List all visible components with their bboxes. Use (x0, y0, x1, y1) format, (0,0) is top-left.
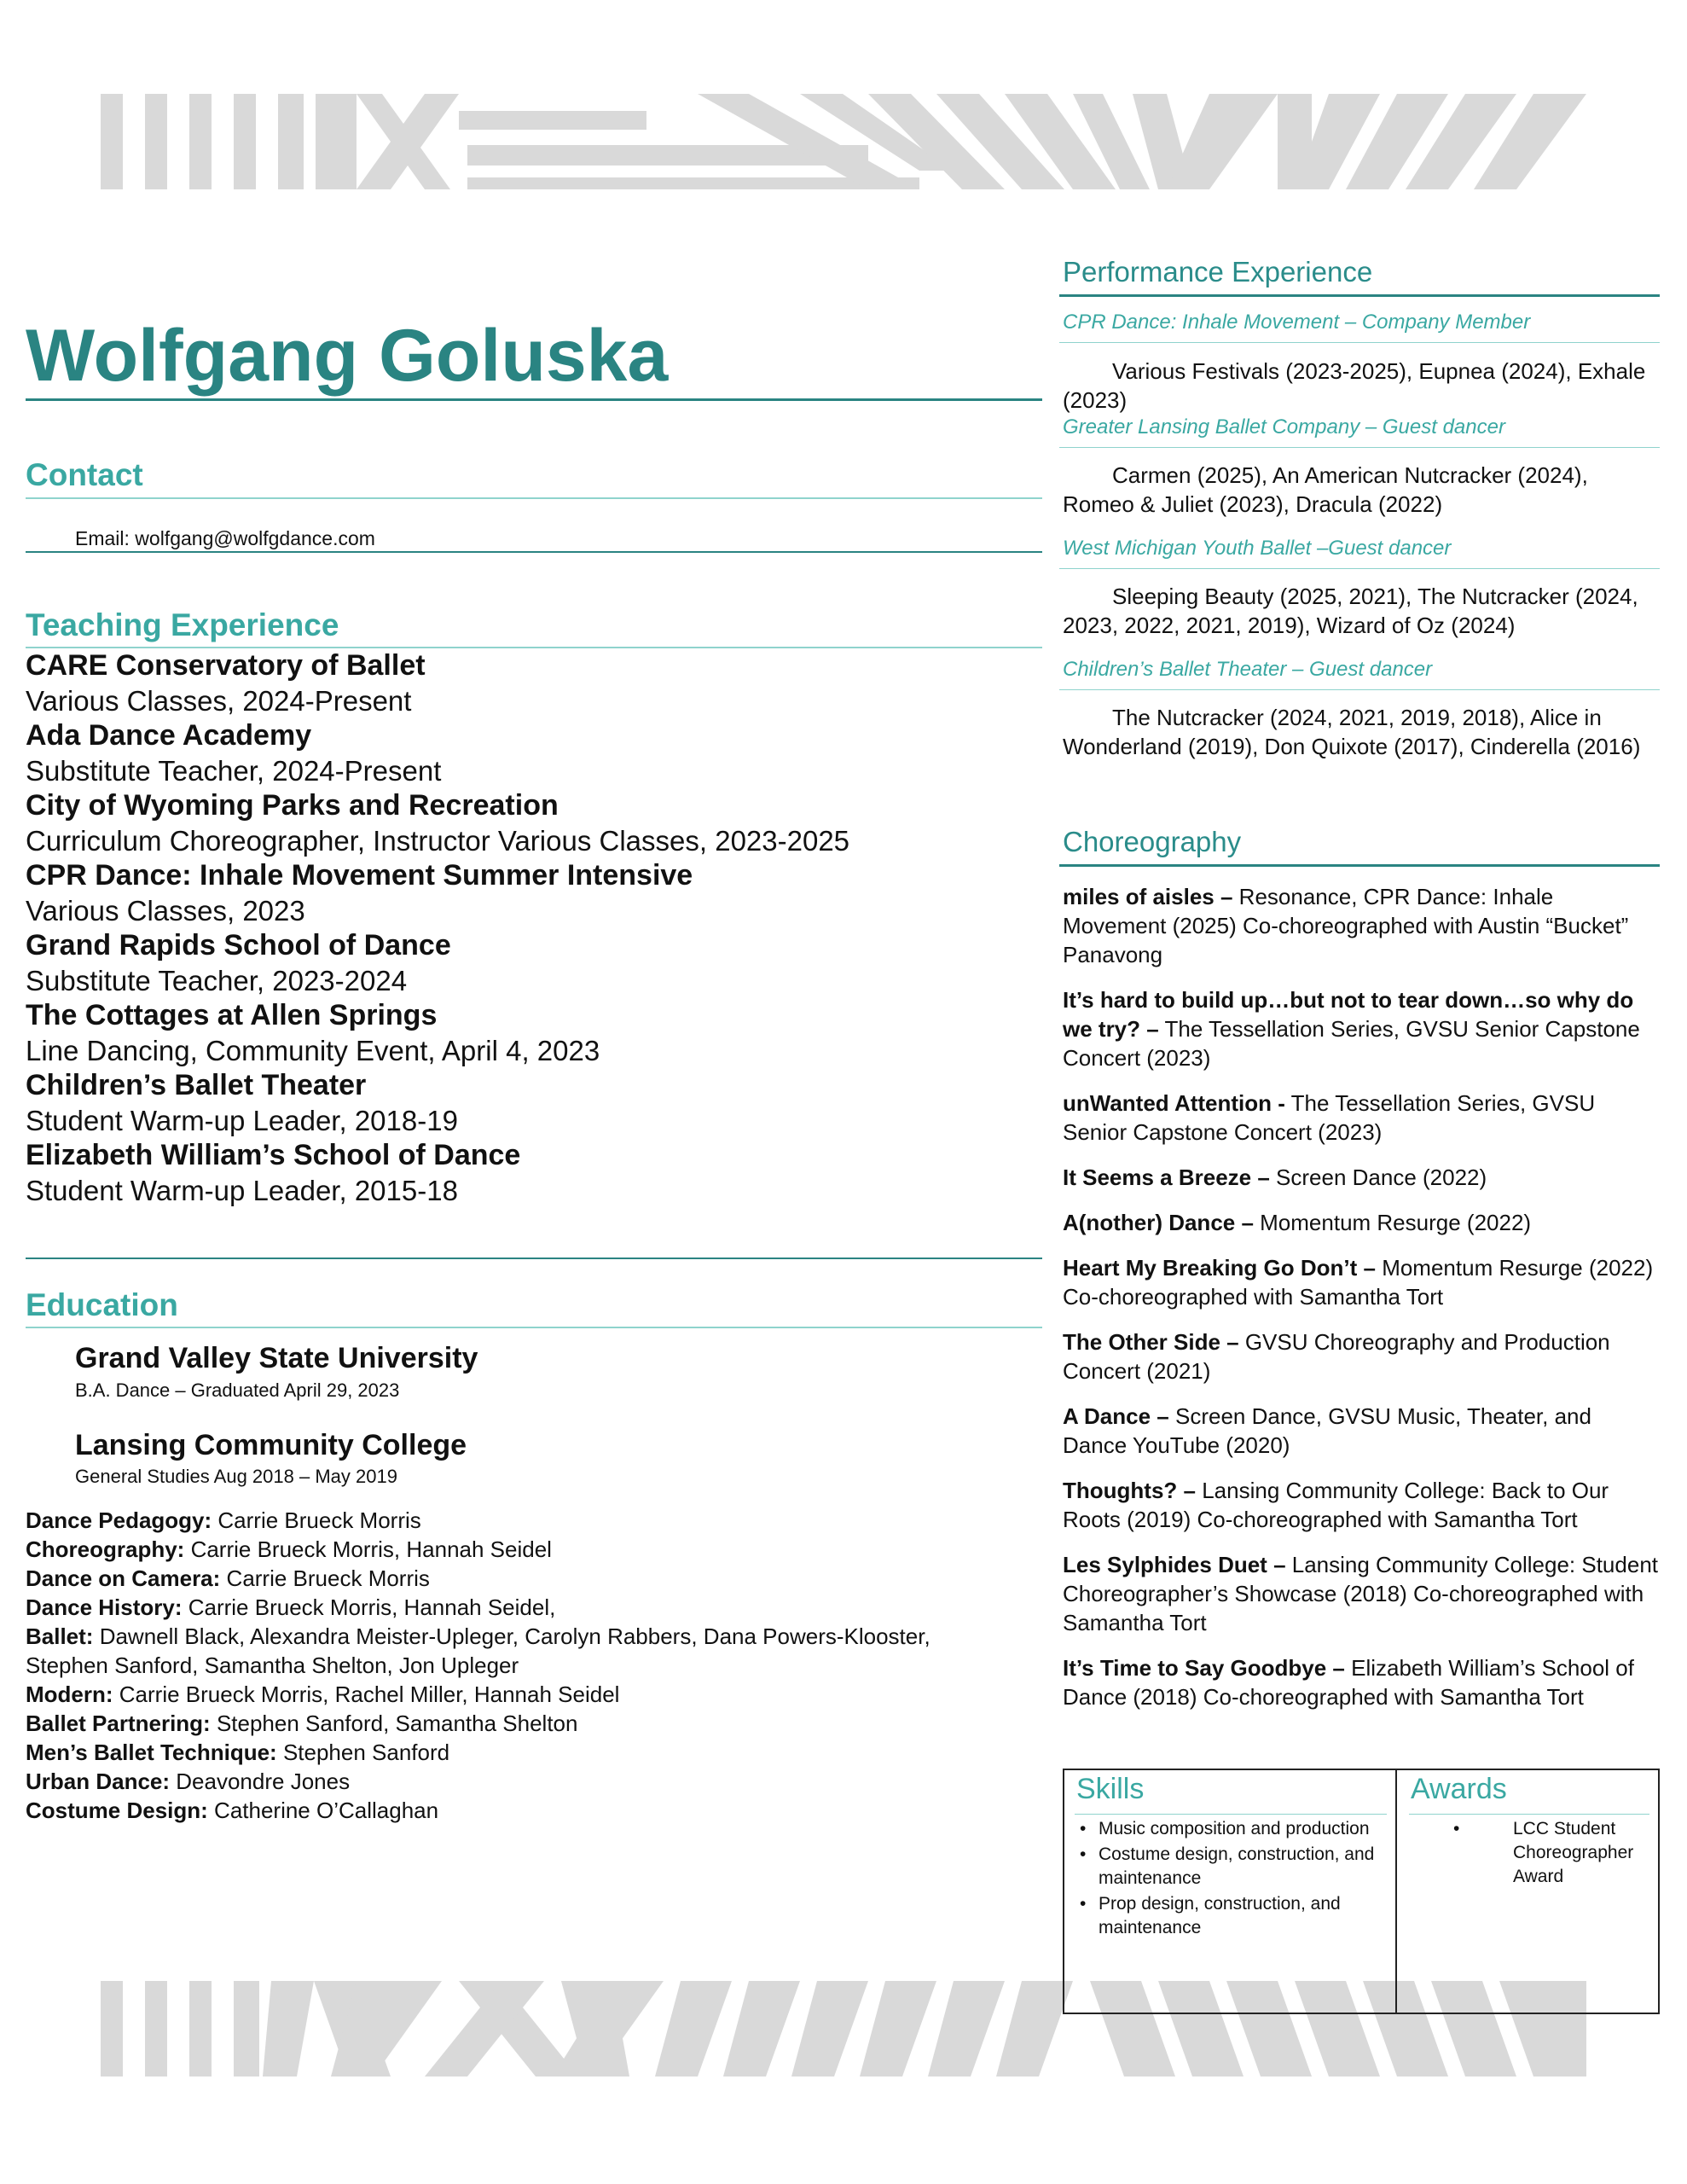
teaching-item (26, 928, 1032, 998)
choreography-item (1063, 1476, 1660, 1534)
course-label: Ballet: (26, 1623, 94, 1649)
choreography-title: It Seems a Breeze – (1063, 1165, 1270, 1190)
teaching-org: Grand Rapids School of Dance (26, 929, 451, 961)
choreography-desc: Lansing Community College: Back to Our Roots (2019) Co-choreographed with Samantha Tort (1063, 1478, 1609, 1532)
teaching-item (26, 788, 1032, 858)
course-item (26, 1796, 1032, 1825)
course-teachers: Carrie Brueck Morris, Hannah Seidel (184, 1536, 552, 1562)
teaching-role: Student Warm-up Leader, 2018-19 (26, 1105, 458, 1136)
choreography-desc: Momentum Resurge (2022) Co-choreographed with Samantha Tort (1063, 1255, 1654, 1310)
choreography-item (1063, 985, 1660, 1072)
edu-detail: General Studies Aug 2018 – May 2019 (75, 1466, 397, 1487)
course-list (26, 1506, 1032, 1825)
course-item (26, 1767, 1032, 1796)
teaching-role: Various Classes, 2024-Present (26, 685, 412, 717)
teaching-heading: Teaching Experience (26, 607, 339, 642)
choreography-item (1063, 1327, 1660, 1385)
choreography-title: A Dance – (1063, 1403, 1169, 1429)
course-label: Men’s Ballet Technique: (26, 1740, 277, 1765)
choreography-item (1063, 1208, 1660, 1237)
course-item (26, 1680, 1032, 1709)
choreography-title: A(nother) Dance – (1063, 1210, 1254, 1235)
choreography-heading: Choreography (1063, 826, 1242, 857)
choreography-title: unWanted Attention - (1063, 1090, 1285, 1116)
teaching-role: Substitute Teacher, 2024-Present (26, 755, 442, 787)
performance-role: CPR Dance: Inhale Movement – Company Member (1063, 311, 1531, 334)
contact-bottom-rule (26, 551, 1042, 553)
teaching-role: Curriculum Choreographer, Instructor Various Classes, 2023-2025 (26, 825, 850, 857)
course-teachers: Carrie Brueck Morris, Hannah Seidel, (182, 1594, 556, 1620)
teaching-item (26, 648, 1032, 718)
skills-heading: Skills (1076, 1773, 1145, 1805)
course-label: Choreography: (26, 1536, 185, 1562)
course-teachers: Deavondre Jones (170, 1769, 351, 1794)
course-teachers: Catherine O’Callaghan (207, 1798, 439, 1823)
contact-heading-rule (26, 497, 1042, 499)
awards-list (1450, 1817, 1646, 1891)
course-item (26, 1738, 1032, 1767)
choreography-title: The Other Side – (1063, 1329, 1239, 1355)
course-label: Ballet Partnering: (26, 1711, 211, 1736)
performance-role-rule (1059, 689, 1660, 690)
course-item (26, 1506, 1032, 1535)
course-teachers: Carrie Brueck Morris (212, 1507, 421, 1533)
performance-shows: Sleeping Beauty (2025, 2021), The Nutcracker (2024, 2023, 2022, 2021, 2019), Wizard of Oz (2024) (1063, 584, 1638, 638)
choreography-list (1063, 882, 1660, 1728)
skills-item: • Prop design, construction, and maintenance (1076, 1892, 1383, 1940)
choreography-item (1063, 1653, 1660, 1711)
course-label: Costume Design: (26, 1798, 208, 1823)
teaching-role: Line Dancing, Community Event, April 4, 2023 (26, 1035, 600, 1066)
course-label: Dance on Camera: (26, 1565, 221, 1591)
choreography-title: It’s hard to build up…but not to tear down…so why do we try? – (1063, 987, 1634, 1042)
performance-role: Greater Lansing Ballet Company – Guest dancer (1063, 415, 1505, 439)
contact-email: Email: wolfgang@wolfgdance.com (75, 527, 375, 549)
course-item (26, 1564, 1032, 1593)
course-item (26, 1709, 1032, 1738)
performance-role-rule (1059, 447, 1660, 448)
choreography-heading-rule (1059, 864, 1660, 867)
performance-heading-rule (1059, 294, 1660, 297)
choreography-desc: The Tessellation Series, GVSU Senior Capstone Concert (2023) (1063, 1090, 1596, 1145)
contact-heading: Contact (26, 457, 143, 492)
course-label: Dance Pedagogy: (26, 1507, 212, 1533)
course-teachers: Stephen Sanford, Samantha Shelton (210, 1711, 578, 1736)
choreography-desc: Elizabeth William’s School of Dance (2018) Co-choreographed with Samantha Tort (1063, 1655, 1634, 1710)
name-underline (26, 398, 1042, 401)
teaching-org: CARE Conservatory of Ballet (26, 649, 426, 682)
choreography-item (1063, 1163, 1660, 1192)
performance-role: Children’s Ballet Theater – Guest dancer (1063, 658, 1433, 681)
choreography-desc: GVSU Choreography and Production Concert (2021) (1063, 1329, 1610, 1384)
performance-role: West Michigan Youth Ballet –Guest dancer (1063, 537, 1452, 560)
teaching-bottom-rule (26, 1258, 1042, 1259)
choreography-desc: The Tessellation Series, GVSU Senior Capstone Concert (2023) (1063, 1016, 1640, 1071)
teaching-org: CPR Dance: Inhale Movement Summer Intensive (26, 859, 693, 892)
performance-shows: Various Festivals (2023-2025), Eupnea (2024), Exhale (2023) (1063, 358, 1646, 413)
skills-list (1076, 1817, 1383, 1942)
course-teachers: Carrie Brueck Morris, Rachel Miller, Hannah Seidel (113, 1682, 620, 1707)
teaching-item (26, 1138, 1032, 1208)
teaching-item (26, 718, 1032, 788)
teaching-list (26, 648, 1032, 1208)
choreography-item (1063, 1402, 1660, 1460)
awards-heading: Awards (1411, 1773, 1507, 1805)
choreography-title: Thoughts? – (1063, 1478, 1196, 1503)
education-heading: Education (26, 1287, 178, 1322)
edu-school: Grand Valley State University (75, 1342, 478, 1374)
skills-item: • Costume design, construction, and maintenance (1076, 1843, 1383, 1891)
choreography-item (1063, 882, 1660, 969)
course-teachers: Dawnell Black, Alexandra Meister-Upleger, Carolyn Rabbers, Dana Powers-Klooster, Stephen Sanford, Samantha Shelton, Jon Upleger (26, 1623, 930, 1678)
decorative-stripe-banner-top (101, 94, 1586, 189)
choreography-title: miles of aisles – (1063, 884, 1233, 909)
teaching-org: Children’s Ballet Theater (26, 1069, 367, 1101)
teaching-item (26, 1068, 1032, 1138)
choreography-item (1063, 1550, 1660, 1637)
choreography-item (1063, 1089, 1660, 1147)
performance-shows: The Nutcracker (2024, 2021, 2019, 2018), Alice in Wonderland (2019), Don Quixote (2017), Cinderella (2016) (1063, 705, 1641, 759)
choreography-title: Les Sylphides Duet – (1063, 1552, 1286, 1577)
skills-heading-rule (1075, 1814, 1387, 1815)
choreography-title: Heart My Breaking Go Don’t – (1063, 1255, 1376, 1281)
performance-heading: Performance Experience (1063, 256, 1373, 288)
course-label: Urban Dance: (26, 1769, 171, 1794)
choreography-item (1063, 1253, 1660, 1311)
choreography-desc: Screen Dance, GVSU Music, Theater, and Dance YouTube (2020) (1063, 1403, 1591, 1458)
course-teachers: Stephen Sanford (276, 1740, 450, 1765)
teaching-org: Elizabeth William’s School of Dance (26, 1139, 521, 1171)
choreography-desc: Resonance, CPR Dance: Inhale Movement (2025) Co-choreographed with Austin “Bucket” Panavong (1063, 884, 1629, 967)
resume-name: Wolfgang Goluska (26, 315, 669, 397)
choreography-desc: Lansing Community College: Student Choreographer’s Showcase (2018) Co-choreographed with Samantha Tort (1063, 1552, 1658, 1635)
course-item (26, 1622, 989, 1680)
teaching-role: Substitute Teacher, 2023-2024 (26, 965, 408, 996)
course-item (26, 1593, 1032, 1622)
edu-detail: B.A. Dance – Graduated April 29, 2023 (75, 1380, 400, 1401)
choreography-desc: Screen Dance (2022) (1269, 1165, 1487, 1190)
teaching-item (26, 858, 1032, 928)
course-item (26, 1535, 1032, 1564)
awards-heading-rule (1409, 1814, 1649, 1815)
awards-item: • LCC Student Choreographer Award (1450, 1817, 1646, 1889)
performance-shows: Carmen (2025), An American Nutcracker (2024), Romeo & Juliet (2023), Dracula (2022) (1063, 462, 1588, 517)
choreography-desc: Momentum Resurge (2022) (1253, 1210, 1532, 1235)
education-heading-rule (26, 1327, 1042, 1328)
teaching-org: Ada Dance Academy (26, 719, 312, 752)
choreography-title: It’s Time to Say Goodbye – (1063, 1655, 1345, 1681)
teaching-item (26, 998, 1032, 1068)
course-label: Modern: (26, 1682, 113, 1707)
teaching-org: The Cottages at Allen Springs (26, 999, 438, 1031)
teaching-role: Student Warm-up Leader, 2015-18 (26, 1175, 458, 1206)
edu-school: Lansing Community College (75, 1429, 467, 1461)
skills-item: • Music composition and production (1076, 1817, 1383, 1841)
course-teachers: Carrie Brueck Morris (220, 1565, 430, 1591)
teaching-org: City of Wyoming Parks and Recreation (26, 789, 559, 822)
teaching-role: Various Classes, 2023 (26, 895, 305, 926)
course-label: Dance History: (26, 1594, 183, 1620)
skills-awards-divider (1395, 1769, 1397, 2014)
performance-role-rule (1059, 342, 1660, 343)
performance-role-rule (1059, 568, 1660, 569)
